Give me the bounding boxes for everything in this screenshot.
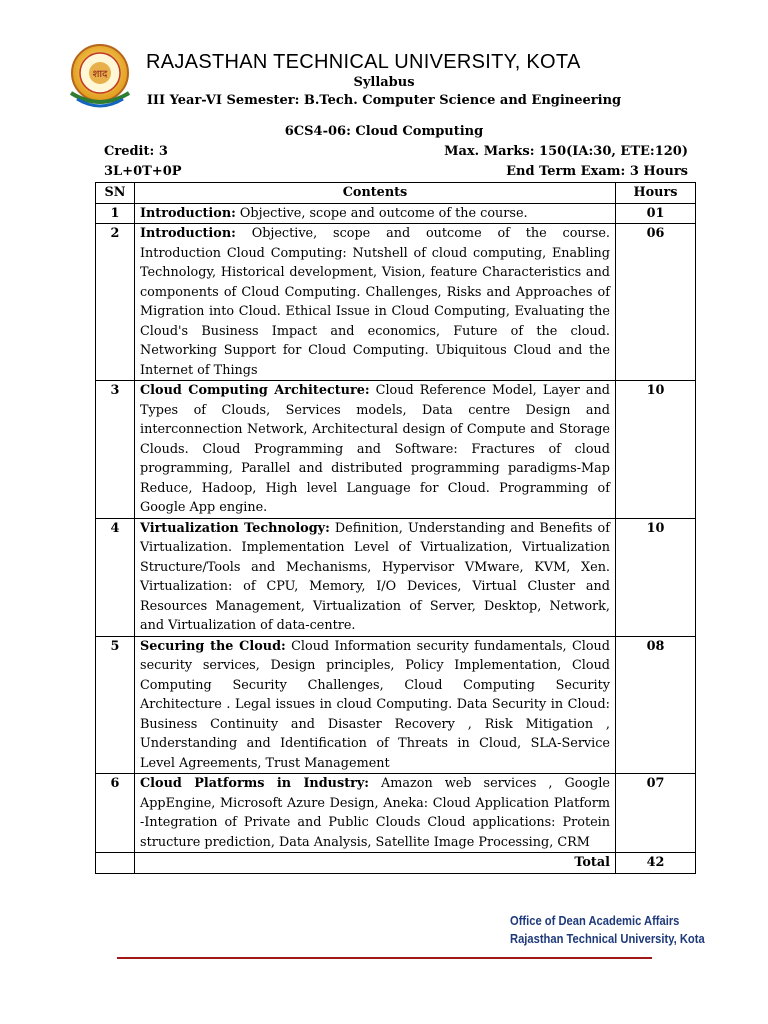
- header-sn: SN: [96, 183, 135, 204]
- footer-rule: [117, 957, 652, 959]
- row-topic: Cloud Computing Architecture:: [140, 383, 370, 398]
- row-contents: [135, 203, 616, 224]
- row-hours: 08: [616, 636, 696, 774]
- table-row: [96, 224, 696, 381]
- table-row: [96, 518, 696, 636]
- row-text: Definition, Understanding and Benefits of Virtualization. Implementation Level of Virtualization, Virtualization Structure/Tools and Mechanisms, Hypervisor VMware, KVM, Xen. Virtualization: of CPU, Memory, I/O Devices, Virtual Cluster and Resources Management, Virtualization of Server, Desktop, Network, and Virtualization of data-centre.: [140, 520, 610, 633]
- ltp-label: 3L+0T+0P: [104, 164, 182, 179]
- row-hours: 10: [616, 518, 696, 636]
- row-text: Cloud Information security fundamentals, Cloud security services, Design principles, Policy Implementation, Cloud Computing Security Challenges, Cloud Computing Security Architecture . Legal issues in cloud Computing. Data Security in Cloud: Business Continuity and Disaster Recovery , Risk Mitigation , Understanding and Identification of Threats in Cloud, SLA-Service Level Agreements, Trust Management: [140, 638, 610, 771]
- row-sn: 3: [96, 381, 135, 519]
- logo-text: शाद: [92, 69, 108, 80]
- row-hours: 01: [616, 203, 696, 224]
- total-label: Total: [135, 853, 616, 874]
- stamp-line-1: Office of Dean Academic Affairs: [510, 913, 680, 928]
- table-header-row: [96, 183, 696, 204]
- syllabus-table: [95, 182, 696, 874]
- row-contents: [135, 636, 616, 774]
- max-marks-label: Max. Marks: 150(IA:30, ETE:120): [444, 144, 688, 159]
- credit-label: Credit: 3: [104, 144, 168, 159]
- row-contents: [135, 518, 616, 636]
- university-name: RAJASTHAN TECHNICAL UNIVERSITY, KOTA: [146, 51, 581, 73]
- dean-office-stamp: [510, 912, 705, 948]
- row-topic: Cloud Platforms in Industry:: [140, 776, 370, 791]
- end-term-label: End Term Exam: 3 Hours: [506, 164, 688, 179]
- row-topic: Virtualization Technology:: [140, 520, 330, 536]
- row-sn: 5: [96, 636, 135, 774]
- total-empty-cell: [96, 853, 135, 874]
- row-sn: 4: [96, 518, 135, 636]
- row-topic: Securing the Cloud:: [140, 638, 286, 654]
- table-row: [96, 203, 696, 224]
- table-row: [96, 381, 696, 519]
- row-sn: 1: [96, 203, 135, 224]
- row-text: Objective, scope and outcome of the course. Introduction Cloud Computing: Nutshell of cloud computing, Enabling Technology, Historical development, Vision, feature Characteristics and components of Cloud Computing. Challenges, Risks and Approaches of Migration into Cloud. Ethical Issue in Cloud Computing, Evaluating the Cloud's Business Impact and economics, Future of the cloud. Networking Support for Cloud Computing. Ubiquitous Cloud and the Internet of Things: [140, 226, 610, 378]
- row-text: Objective, scope and outcome of the course.: [235, 205, 528, 221]
- row-contents: [135, 224, 616, 381]
- row-hours: 06: [616, 224, 696, 381]
- row-topic: Introduction:: [140, 205, 236, 221]
- header-hours: Hours: [616, 183, 696, 204]
- course-title: 6CS4-06: Cloud Computing: [284, 124, 484, 139]
- row-contents: [135, 774, 616, 853]
- total-hours: 42: [616, 853, 696, 874]
- row-text: Cloud Reference Model, Layer and Types of Clouds, Services models, Data centre Design and interconnection Network, Architectural design of Compute and Storage Clouds. Cloud Programming and Software: Fractures of cloud programming, Parallel and distributed programming paradigms-Map Reduce, Hadoop, High level Language for Cloud. Programming of Google App engine.: [140, 383, 610, 515]
- row-sn: 2: [96, 224, 135, 381]
- stamp-line-2: Rajasthan Technical University, Kota: [510, 931, 705, 946]
- total-row: [96, 853, 696, 874]
- document-type: Syllabus: [353, 75, 415, 90]
- row-sn: 6: [96, 774, 135, 853]
- row-contents: [135, 381, 616, 519]
- row-topic: Introduction:: [140, 226, 236, 241]
- program-title: III Year-VI Semester: B.Tech. Computer Science and Engineering: [146, 93, 622, 108]
- row-text: Amazon web services , Google AppEngine, Microsoft Azure Design, Aneka: Cloud Application Platform -Integration of Private and Public Clouds Cloud applications: Protein structure prediction, Data Analysis, Satellite Image Processing, CRM: [140, 776, 610, 850]
- header-contents: Contents: [135, 183, 616, 204]
- table-row: [96, 774, 696, 853]
- row-hours: 10: [616, 381, 696, 519]
- table-row: [96, 636, 696, 774]
- row-hours: 07: [616, 774, 696, 853]
